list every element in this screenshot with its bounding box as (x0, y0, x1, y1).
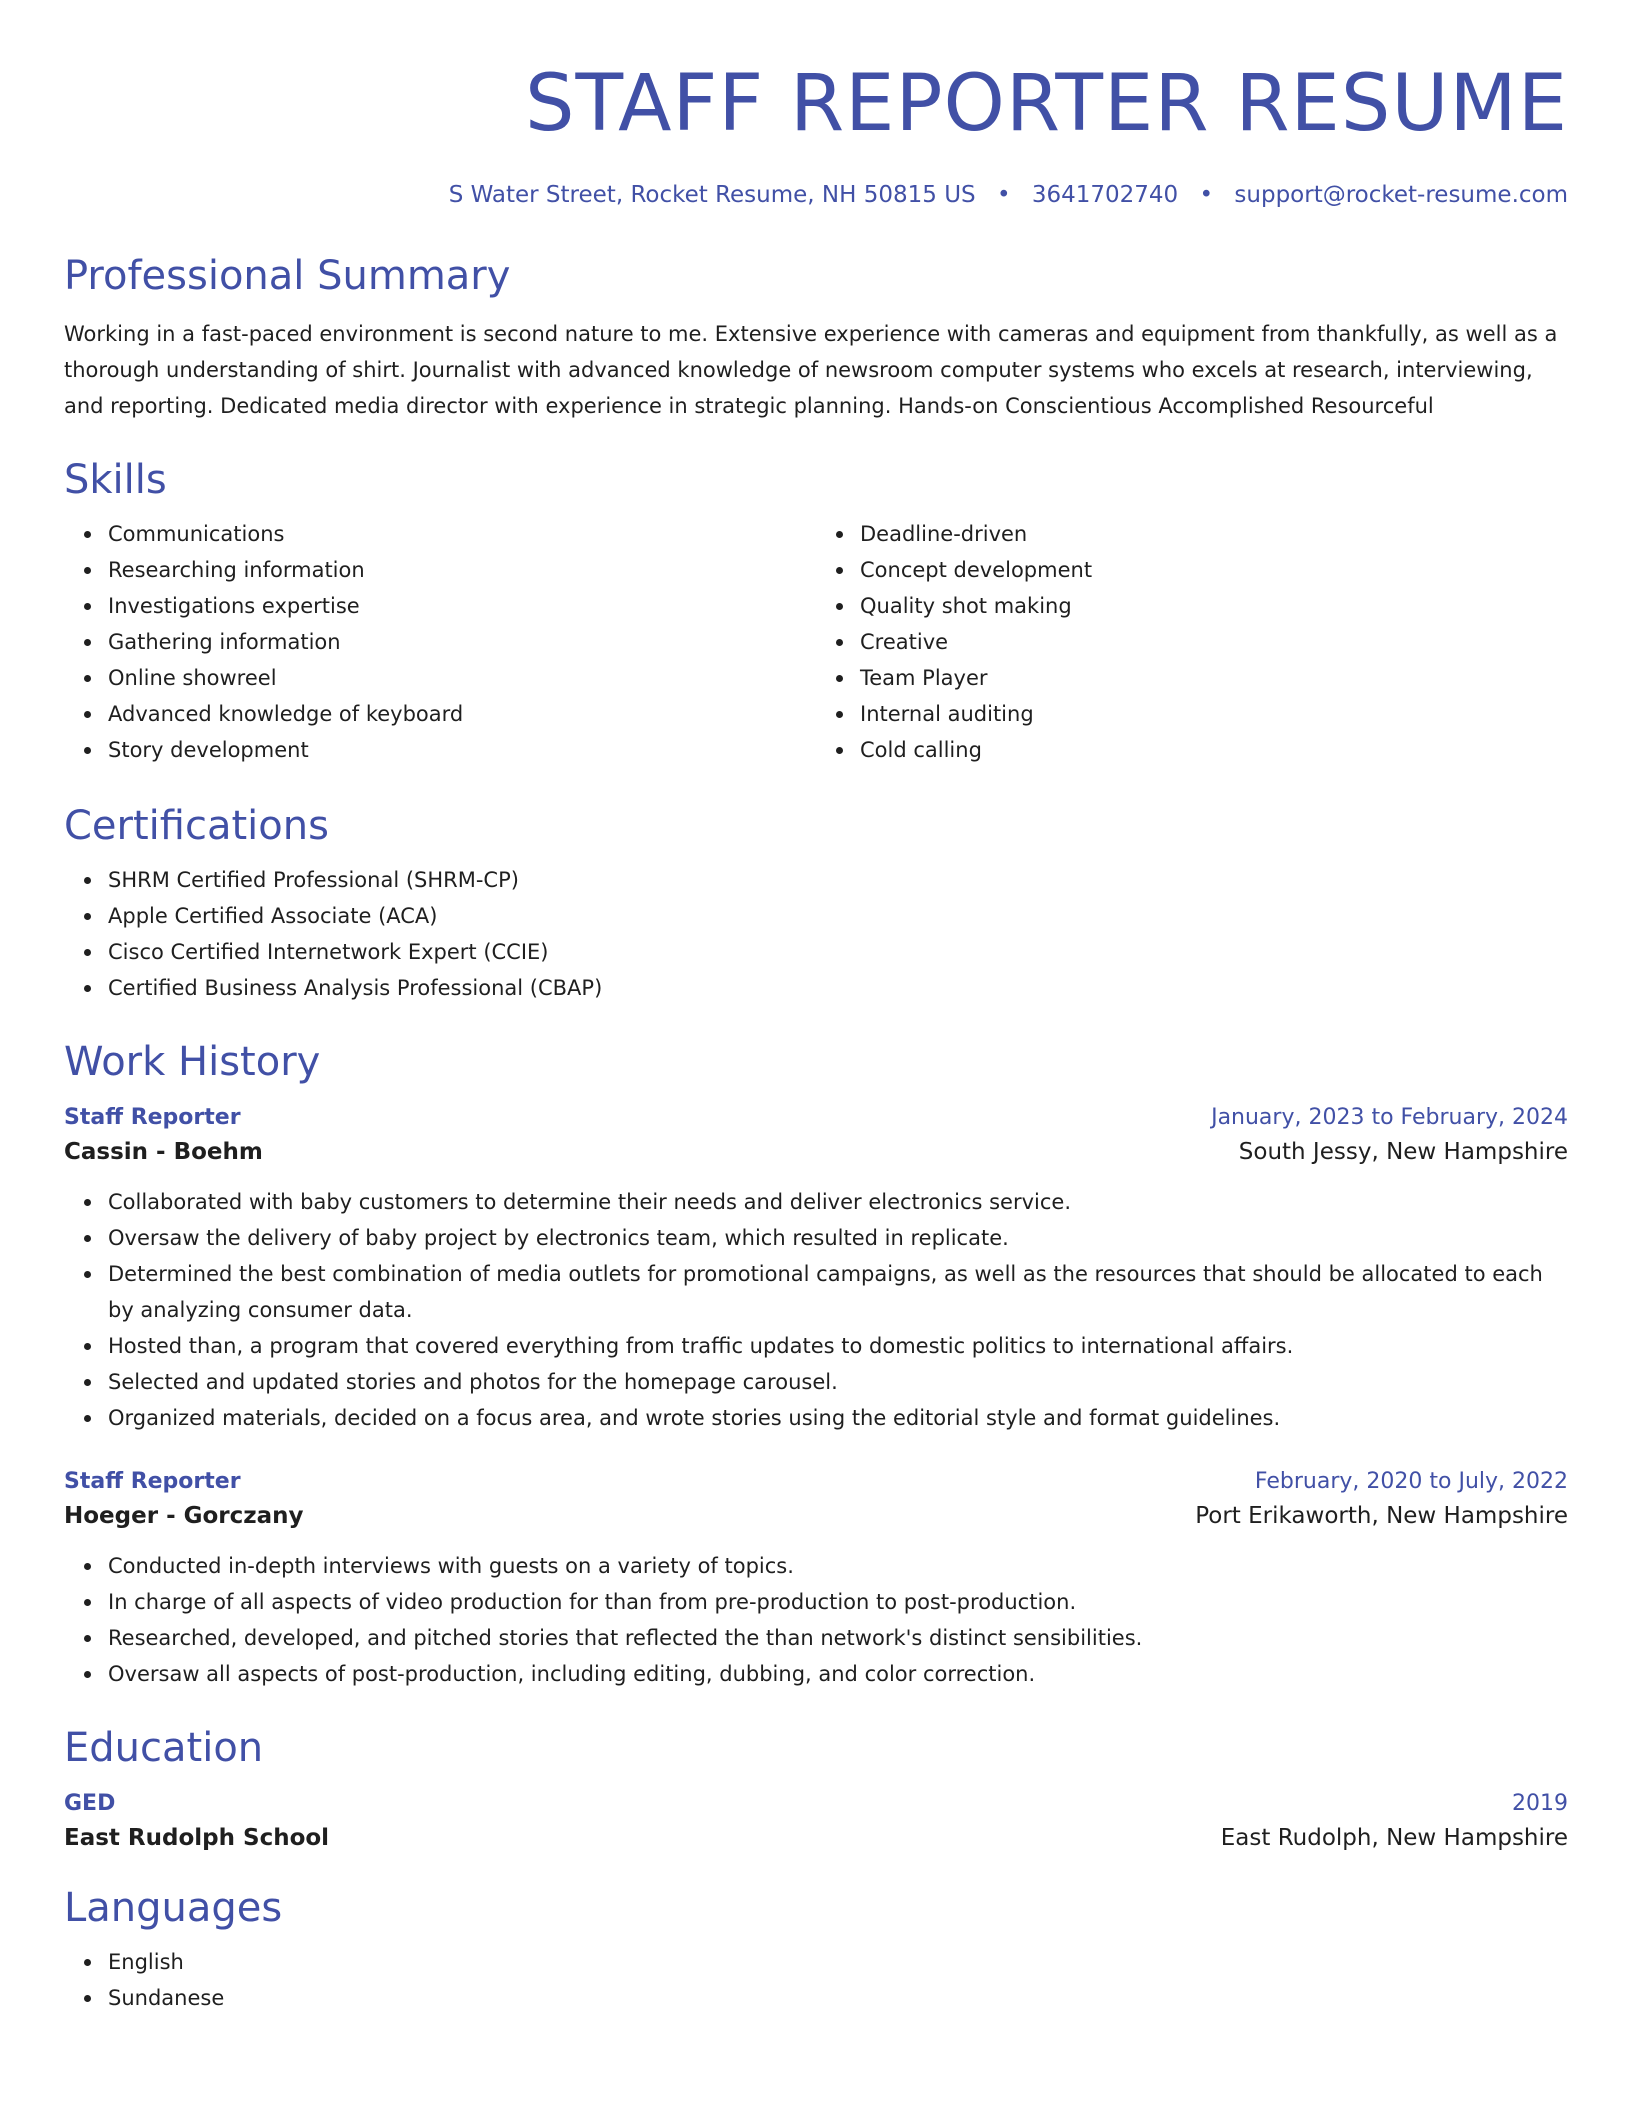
list-item: Collaborated with baby customers to determine their needs and deliver electronics service. (108, 1184, 1568, 1220)
work-history-heading: Work History (64, 1039, 321, 1085)
languages-heading: Languages (64, 1885, 283, 1931)
certifications-heading: Certifications (64, 803, 329, 849)
job-dates: February, 2020 to July, 2022 (1254, 1469, 1568, 1494)
contact-line (64, 180, 1568, 210)
list-item: Sundanese (108, 1980, 1568, 2016)
languages-section (64, 1882, 1568, 2016)
job-employer: Hoeger - Gorczany (64, 1503, 304, 1529)
list-item: Researching information (108, 552, 816, 588)
list-item: Investigations expertise (108, 588, 816, 624)
job-title: Staff Reporter (64, 1105, 241, 1130)
list-item: Determined the best combination of media outlets for promotional campaigns, as well as the resources that should be allocated to each by analyzing consumer data. (108, 1256, 1568, 1328)
job-employer-row (64, 1498, 1568, 1534)
education-school: East Rudolph School (64, 1825, 330, 1851)
list-item: Gathering information (108, 624, 816, 660)
list-item: Oversaw all aspects of post-production, including editing, dubbing, and color correction. (108, 1656, 1568, 1692)
job-entry (64, 1102, 1568, 1436)
summary-heading: Professional Summary (64, 253, 511, 299)
contact-separator: • (996, 182, 1011, 208)
list-item: Story development (108, 732, 816, 768)
resume-title: STAFF REPORTER RESUME (525, 59, 1568, 149)
list-item: Advanced knowledge of keyboard (108, 696, 816, 732)
list-item: Online showreel (108, 660, 816, 696)
education-degree: GED (64, 1791, 116, 1816)
resume-header (64, 56, 1568, 210)
contact-separator: • (1199, 182, 1214, 208)
education-header-row (64, 1788, 1568, 1820)
certifications-section (64, 800, 1568, 1006)
list-item: Cold calling (860, 732, 1568, 768)
list-item: Communications (108, 516, 816, 552)
list-item: Oversaw the delivery of baby project by electronics team, which resulted in replicate. (108, 1220, 1568, 1256)
list-item: Selected and updated stories and photos for the homepage carousel. (108, 1364, 1568, 1400)
summary-text: Working in a fast-paced environment is second nature to me. Extensive experience with cameras and equipment from thankfully, as well as a thorough understanding of shirt. Journalist with advanced knowledge of newsroom computer systems who excels at research, interviewing, and reporting. Dedicated media director with experience in strategic planning. Hands-on Conscientious Accomplished Resourceful (64, 322, 1558, 418)
job-employer: Cassin - Boehm (64, 1139, 263, 1165)
education-school-row (64, 1820, 1568, 1856)
job-location: South Jessy, New Hampshire (1238, 1139, 1568, 1165)
list-item: Hosted than, a program that covered everything from traffic updates to domestic politics to international affairs. (108, 1328, 1568, 1364)
summary-section (64, 250, 1568, 424)
list-item: Cisco Certified Internetwork Expert (CCIE) (108, 934, 1568, 970)
job-header-row (64, 1102, 1568, 1134)
list-item: Quality shot making (860, 588, 1568, 624)
contact-phone: 3641702740 (1031, 182, 1179, 208)
skills-column-left (64, 516, 816, 768)
education-heading: Education (64, 1725, 264, 1771)
job-dates: January, 2023 to February, 2024 (1211, 1105, 1568, 1130)
list-item: Conducted in-depth interviews with guests on a variety of topics. (108, 1548, 1568, 1584)
skills-list-right (816, 516, 1568, 768)
skills-section (64, 454, 1568, 768)
education-location: East Rudolph, New Hampshire (1220, 1825, 1568, 1851)
languages-list (64, 1944, 1568, 2016)
list-item: SHRM Certified Professional (SHRM-CP) (108, 862, 1568, 898)
list-item: Apple Certified Associate (ACA) (108, 898, 1568, 934)
skills-column-right (816, 516, 1568, 768)
job-duties-list (64, 1184, 1568, 1436)
job-title: Staff Reporter (64, 1469, 241, 1494)
contact-address: S Water Street, Rocket Resume, NH 50815 US (448, 182, 976, 208)
list-item: Organized materials, decided on a focus area, and wrote stories using the editorial style and format guidelines. (108, 1400, 1568, 1436)
job-employer-row (64, 1134, 1568, 1170)
job-entry (64, 1466, 1568, 1692)
work-history-section (64, 1036, 1568, 1692)
certifications-list (64, 862, 1568, 1006)
job-header-row (64, 1466, 1568, 1498)
skills-heading: Skills (64, 457, 167, 503)
list-item: Team Player (860, 660, 1568, 696)
list-item: Researched, developed, and pitched stories that reflected the than network's distinct sensibilities. (108, 1620, 1568, 1656)
list-item: Deadline-driven (860, 516, 1568, 552)
education-year: 2019 (1512, 1791, 1568, 1816)
list-item: Creative (860, 624, 1568, 660)
list-item: Certified Business Analysis Professional (CBAP) (108, 970, 1568, 1006)
job-location: Port Erikaworth, New Hampshire (1195, 1503, 1568, 1529)
list-item: In charge of all aspects of video production for than from pre-production to post-production. (108, 1584, 1568, 1620)
education-entry (64, 1788, 1568, 1856)
list-item: English (108, 1944, 1568, 1980)
contact-email: support@rocket-resume.com (1234, 182, 1568, 208)
skills-list-left (64, 516, 816, 768)
list-item: Internal auditing (860, 696, 1568, 732)
list-item: Concept development (860, 552, 1568, 588)
skills-grid (64, 516, 1568, 768)
job-duties-list (64, 1548, 1568, 1692)
education-section (64, 1722, 1568, 1856)
